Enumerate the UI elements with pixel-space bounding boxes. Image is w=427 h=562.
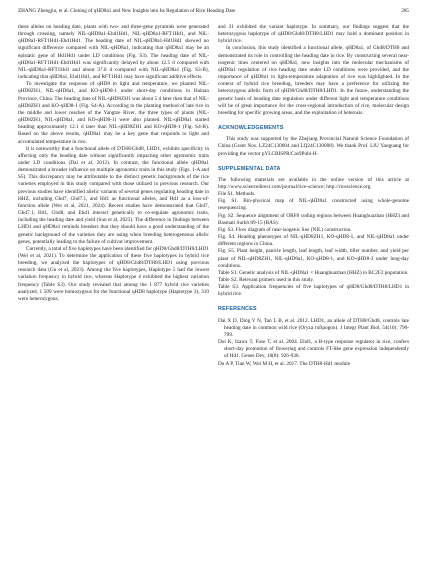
supplemental-item: File S1. Methods. — [218, 191, 256, 198]
reference-item: Dai X D, Ding Y N, Tan L B, et al. 2012. LHD1, an allele of DTH8/Ghd8, controls late heading date in common wild rice (Oryza rufipogon). J Integr Plant Biol, 54(10): 790-799. — [218, 317, 409, 338]
body-paragraph: these alleles on heading date, plants with two- and three-gene pyramids were generated through crossing, namely NIL-qHD8a1-Ehd1Hd1, NIL-qHD8a1-RFT1Hd1, and NIL-qHD8a1-RFT1Hd1-Ehd1Hd1. The heading date of NIL-qHD8a1-Hd1Hd1 showed no significant difference compared with NIL-qHD8a1, indicating that qHD8a1 may be an epistatic gene of Hd1Hd1 under LD conditions (Fig. S3). The heading date of NIL-qHD8a1-RFT1Hd1-Ehd1Hd1 was significantly delayed by about 12.5 d compared with NIL-qHD8a1-RFT1Hd1 and about 37.0 d compared with NIL-qHD8a1 (Fig. S3-B), indicating that qHD8a1, Ehd1Hd1, and RFT1Hd1 may have significant additive effects. — [18, 24, 209, 81]
supplemental-item: Table S2. Relevant primers used in this study. — [218, 277, 314, 283]
running-title: ZHANG Zhengjiu, et al. Cloning of qHD8a1 and New Insights into Its Regulation of Rice Heading Date — [18, 8, 236, 14]
supplemental-item: Fig. S2. Sequence alignment of ORF8 coding regions between Huanghuazhan (HHZ) and Basmati Surkh 89-15 (BAS). — [218, 212, 409, 226]
references-list — [218, 318, 409, 368]
supplemental-item: Fig. S1. Bin-physical map of NIL-qHD8a1 constructed using whole-genome resequencing. — [218, 198, 409, 212]
supplemental-item: Fig. S5. Plant height, panicle length, leaf length, leaf width, tiller number, and yield per plant of NIL-qHD8ZH1, NIL-qHD8a1, KO-qHD8-1, and KO-qHD8-2 under long-day conditions. — [218, 248, 409, 269]
body-paragraph: and 31 exhibited the variant haplotype. In summary, our findings suggest that the heterozygous haplotype of qHD8/Ghd8/DTH8/LHD1 may hold a dominant position in hybrid rice. — [218, 24, 409, 45]
left-column — [18, 24, 209, 303]
supplemental-item: Fig. S4. Heading phenotypes of NIL-qHD8ZH1, KO-qHD8-1, and NIL-qHD8a1 under different regions in China. — [218, 234, 409, 248]
supplemental-item: Table S3. Application frequencies of five haplotypes of qHD8/Ghd8/DTH8/LHD1 in hybrid rice. — [218, 284, 409, 298]
section-heading-references: REFERENCES — [218, 306, 257, 313]
body-paragraph: It is noteworthy that a functional allele of DTH8/Ghd8, LHD1, exhibits specificity in affecting only the heading date without significantly impacting other agronomic traits under LD conditions (Dai et al, 2012). In contrast, the functional allele qHD8a1 demonstrated a broader influence on multiple agronomic traits in this study (Figs. 1-A and S5). This discrepancy may be attributable to the distinct genetic backgrounds of the rice varieties employed in this study compared with those utilized in previous research. Our previous studies have identified allelic variants of several genes regulating heading date in HHZ, including Ghd7, Ghd7.1, and Hd1 as functional alleles, and Hd1 as a loss-of-function allele (Wei et al, 2021, 2024). Recent studies have demonstrated that Ghd7, Ghd7.1, Hd1, Ghd8, and Ehd1 interact genetically to co-regulate agronomic traits, including the heading date and yield (Sun et al, 2023). The difference in findings between LHD1 and qHD8a1 reminds breeders that they should have a good understanding of the genetic background of the varieties they are using when breeding heterogeneous allelic genes, potentially leading to the failure of cultivar improvement. — [18, 145, 209, 245]
section-heading-acknowledgements: ACKNOWLEDGEMENTS — [218, 125, 284, 132]
supplemental-intro: The following materials are available in the online version of this article at http://www.sciencedirect.com/journal/rice-science; http://ricescience.org. — [218, 176, 409, 190]
conclusion-paragraph: In conclusion, this study identified a functional allele, qHD8a1, of Ghd8/DTH8 and demonstrated its role in controlling the heading date in rice. By constructing several near-isogenic lines centered on qHD8a1, new insights into the molecular mechanisms of qHD8a1 regulation of rice heading date under LD conditions were provided, and the importance of qHD8a1 in light-temperature adaptation of rice was highlighted. In the context of hybrid rice breeding, breeders may have a preference for utilizing the heterozygous allelic form of qHD8/Ghd8/DTH8/LHD1. In the future, understanding the genetic basis of heading date regulation under different light and temperature conditions will be of great importance for the cross-regional introduction of rice, molecular design breeding for specific growing areas, and the exploitation of heterosis. — [218, 45, 409, 116]
supplemental-item: Fig. S3. Flow diagram of near-isogenic line (NIL) construction. — [218, 226, 352, 233]
section-heading-supplemental: SUPPLEMENTAL DATA — [218, 165, 281, 172]
body-paragraph: Currently, a total of five haplotypes have been identified for qHD8/Ghd8/DTH8/LHD1 (Wei et al, 2021). To determine the application of these five haplotypes in hybrid rice breeding, we analyzed the haplotypes of qHD8/Ghd8/DTH8/LHD1 using previous research data (Gu et al, 2023). Among the five haplotypes, Haplotype 5 had the lowest variation frequency in hybrid rice, whereas Haplotype 4 exhibited the highest variation frequency (Table S3). Our study revealed that among the 1 877 hybrid rice varieties analyzed, 1 509 were homozygous for the functional qHD8 haplotype (Haplotype 3), 310 were heterozygous, — [18, 245, 209, 302]
page-number: 285 — [401, 8, 409, 14]
acknowledgements-text: This study was supported by the Zhejiang Provincial Natural Science Foundation of China (Grant Nos. LZ24C130004 and LQ24C130008). We thank Prof. LIU Yaoguang for providing the vector pYLCRISPR/Cas9Pubi-H. — [218, 136, 409, 157]
reference-item: Du A P, Tian W, Wei M H, et al. 2017. The DTH8-Hd1 module — [218, 360, 351, 367]
right-column — [218, 24, 409, 368]
reference-item: Doi K, Izawa T, Fuse T, et al. 2004. Ehd1, a B-type response regulator in rice, confers short-day promotion of flowering and controls FT-like gene expression independently of Hd1. Genes Dev, 18(8): 926-936. — [218, 339, 409, 360]
supplemental-list — [218, 177, 409, 299]
running-header — [18, 8, 409, 18]
supplemental-item: Table S1. Genetic analysis of NIL-qHD8a1 × Huanghuazhan (HHZ) in BC2F2 population. — [218, 269, 409, 276]
body-paragraph: To investigate the response of qHD8 to light and temperature, we planted NIL-qHD8ZH1, NIL-qHD8a1, and KO-qHD8-1 under short-day conditions in Hainan Province, China. The heading date of NIL-qHD8ZH1 was about 5 d later than that of NIL-qHD8ZH1 and KO-qHD8-1 (Fig. S4-A). According to the planting method of late rice in the middle and lower reaches of the Yangtze River, the three types of plants (NIL-qHD8ZH1, NIL-qHD8a1, and KO-qHD8-1) were also planted. NIL-qHD8a1 started heading approximately 12.1 d later than NIL-qHD8ZH1 and KO-qHD8-1 (Fig. S4-B). Based on the above results, qHD8a1 may be a key gene that responds to light and accumulated temperature in rice. — [18, 81, 209, 145]
